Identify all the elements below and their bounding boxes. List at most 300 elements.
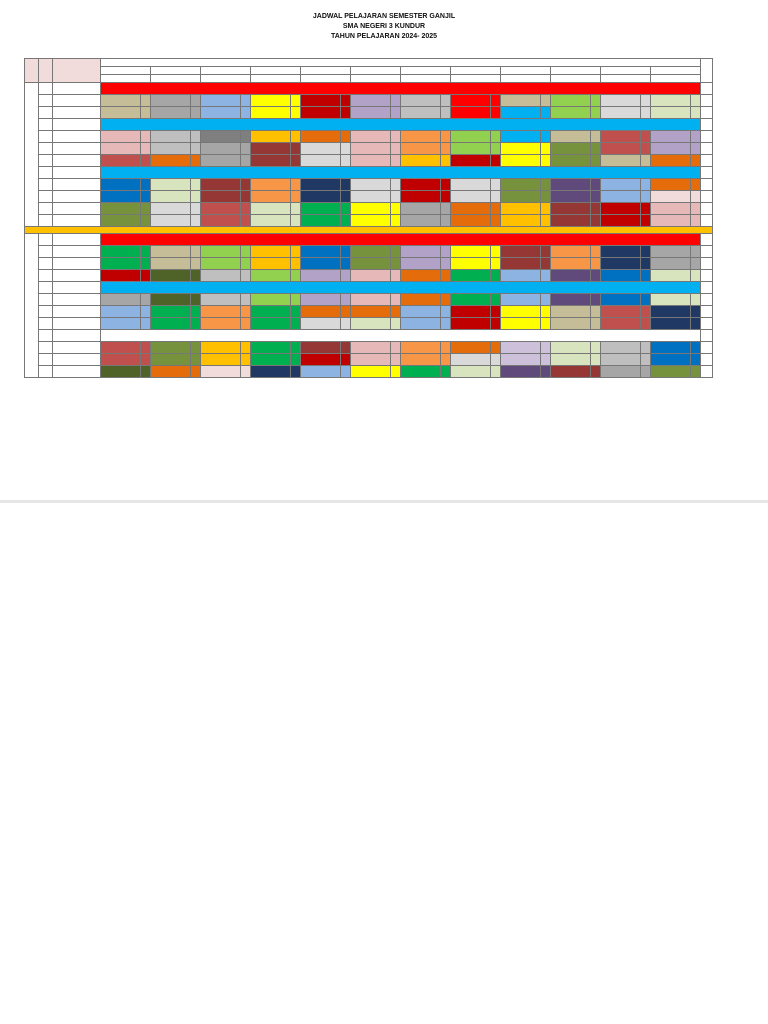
apel-band xyxy=(101,234,701,246)
teacher-code xyxy=(591,342,601,354)
teacher-code xyxy=(441,258,451,270)
teacher-code xyxy=(391,179,401,191)
teacher-code xyxy=(441,203,451,215)
period-number xyxy=(39,215,53,227)
teacher-code xyxy=(641,203,651,215)
subject-name xyxy=(501,270,541,282)
subject-name xyxy=(651,258,691,270)
subject-name xyxy=(251,191,291,203)
subject-name xyxy=(501,354,541,366)
period-number xyxy=(39,191,53,203)
break-row xyxy=(25,282,713,294)
teacher-code xyxy=(191,203,201,215)
past-cell xyxy=(701,203,713,215)
teacher-code xyxy=(291,258,301,270)
subject-name xyxy=(101,318,141,330)
subject-name xyxy=(401,143,441,155)
subject-name xyxy=(451,294,491,306)
teacher-code xyxy=(241,354,251,366)
lesson-row xyxy=(25,191,713,203)
subject-name xyxy=(301,306,341,318)
period-time xyxy=(53,179,101,191)
teacher-code xyxy=(391,306,401,318)
lesson-row xyxy=(25,258,713,270)
teacher-code xyxy=(441,131,451,143)
teacher-code xyxy=(391,131,401,143)
subject-name xyxy=(151,354,191,366)
period-number xyxy=(39,354,53,366)
teacher-code xyxy=(391,215,401,227)
teacher-code xyxy=(141,318,151,330)
break-row xyxy=(25,330,713,342)
teacher-code xyxy=(641,143,651,155)
subject-name xyxy=(601,131,641,143)
subject-name xyxy=(551,191,591,203)
subject-name xyxy=(501,246,541,258)
day-label xyxy=(25,234,39,378)
subject-name xyxy=(151,95,191,107)
past-cell xyxy=(701,234,713,246)
teacher-code xyxy=(641,318,651,330)
teacher-code xyxy=(191,270,201,282)
teacher-code xyxy=(641,107,651,119)
subject-name xyxy=(351,354,391,366)
teacher-code xyxy=(591,131,601,143)
teacher-code xyxy=(541,342,551,354)
teacher-code xyxy=(141,191,151,203)
subject-name xyxy=(301,143,341,155)
subject-name xyxy=(351,179,391,191)
teacher-code xyxy=(591,318,601,330)
subject-name xyxy=(201,294,241,306)
subject-name xyxy=(201,306,241,318)
subject-name xyxy=(251,143,291,155)
teacher-code xyxy=(591,306,601,318)
subject-name xyxy=(101,95,141,107)
period-time xyxy=(53,191,101,203)
subject-name xyxy=(451,203,491,215)
subject-name xyxy=(351,318,391,330)
subject-name xyxy=(301,318,341,330)
subject-name xyxy=(451,258,491,270)
teacher-code xyxy=(341,179,351,191)
subject-name xyxy=(151,306,191,318)
subject-name xyxy=(401,107,441,119)
teacher-code xyxy=(441,270,451,282)
subject-name xyxy=(101,191,141,203)
subject-name xyxy=(401,270,441,282)
teacher-code xyxy=(291,306,301,318)
period-time xyxy=(53,143,101,155)
past-cell xyxy=(701,270,713,282)
subject-name xyxy=(551,179,591,191)
teacher-code xyxy=(241,203,251,215)
teacher-code xyxy=(441,354,451,366)
period-time xyxy=(53,246,101,258)
teacher-code xyxy=(191,258,201,270)
teacher-code xyxy=(541,107,551,119)
teacher-code xyxy=(691,155,701,167)
teacher-code xyxy=(641,191,651,203)
teacher-code xyxy=(141,258,151,270)
period-time xyxy=(53,330,101,342)
subject-name xyxy=(101,203,141,215)
subject-name xyxy=(251,270,291,282)
subject-name xyxy=(201,258,241,270)
break-row xyxy=(25,167,713,179)
teacher-name xyxy=(201,67,251,75)
teacher-name xyxy=(151,67,201,75)
teacher-code xyxy=(641,258,651,270)
teacher-code xyxy=(691,258,701,270)
teacher-code xyxy=(341,215,351,227)
subject-name xyxy=(401,246,441,258)
subject-name xyxy=(401,366,441,378)
timetable xyxy=(24,58,713,378)
istirahat-band xyxy=(101,282,701,294)
teacher-code xyxy=(341,95,351,107)
past-cell xyxy=(701,107,713,119)
teacher-code xyxy=(591,215,601,227)
teacher-code xyxy=(341,258,351,270)
teacher-code xyxy=(141,306,151,318)
teacher-code xyxy=(541,258,551,270)
subject-name xyxy=(151,246,191,258)
teacher-code xyxy=(241,179,251,191)
period-time xyxy=(53,203,101,215)
subject-name xyxy=(301,294,341,306)
subject-name xyxy=(601,155,641,167)
subject-name xyxy=(151,270,191,282)
teacher-code xyxy=(291,270,301,282)
subject-name xyxy=(251,155,291,167)
period-number xyxy=(39,330,53,342)
subject-name xyxy=(301,354,341,366)
subject-name xyxy=(251,131,291,143)
subject-name xyxy=(501,306,541,318)
teacher-code xyxy=(491,294,501,306)
subject-name xyxy=(451,246,491,258)
teacher-code xyxy=(291,155,301,167)
empty-band xyxy=(101,330,701,342)
teacher-code xyxy=(691,107,701,119)
period-number xyxy=(39,119,53,131)
past-cell xyxy=(701,282,713,294)
teacher-code xyxy=(391,294,401,306)
teacher-code xyxy=(441,342,451,354)
past-cell xyxy=(701,191,713,203)
teacher-code xyxy=(691,203,701,215)
subject-name xyxy=(201,318,241,330)
teacher-code xyxy=(391,366,401,378)
subject-name xyxy=(401,131,441,143)
teacher-code xyxy=(291,203,301,215)
teacher-code xyxy=(491,215,501,227)
subject-name xyxy=(101,366,141,378)
subject-name xyxy=(551,306,591,318)
teacher-code xyxy=(241,258,251,270)
teacher-code xyxy=(541,155,551,167)
class-name xyxy=(501,75,551,83)
teacher-code xyxy=(341,131,351,143)
period-number xyxy=(39,143,53,155)
period-time xyxy=(53,270,101,282)
teacher-code xyxy=(341,143,351,155)
teacher-code xyxy=(691,143,701,155)
subject-name xyxy=(401,155,441,167)
teacher-code xyxy=(191,95,201,107)
past-cell xyxy=(701,366,713,378)
subject-name xyxy=(501,294,541,306)
subject-name xyxy=(301,107,341,119)
subject-name xyxy=(151,107,191,119)
teacher-code xyxy=(241,95,251,107)
teacher-code xyxy=(341,203,351,215)
period-time xyxy=(53,155,101,167)
lesson-row xyxy=(25,143,713,155)
teacher-code xyxy=(541,366,551,378)
teacher-code xyxy=(591,270,601,282)
subject-name xyxy=(601,366,641,378)
teacher-code xyxy=(341,191,351,203)
subject-name xyxy=(301,95,341,107)
teacher-code xyxy=(641,246,651,258)
teacher-code xyxy=(541,131,551,143)
subject-name xyxy=(301,155,341,167)
subject-name xyxy=(151,143,191,155)
teacher-code xyxy=(291,342,301,354)
teacher-code xyxy=(591,203,601,215)
subject-name xyxy=(551,143,591,155)
subject-name xyxy=(351,155,391,167)
period-number xyxy=(39,95,53,107)
teacher-code xyxy=(291,354,301,366)
class-name xyxy=(351,75,401,83)
teacher-code xyxy=(591,155,601,167)
teacher-code xyxy=(591,294,601,306)
teacher-code xyxy=(241,318,251,330)
subject-name xyxy=(601,270,641,282)
period-number xyxy=(39,318,53,330)
subject-name xyxy=(201,270,241,282)
teacher-code xyxy=(491,270,501,282)
subject-name xyxy=(451,131,491,143)
subject-name xyxy=(551,294,591,306)
subject-name xyxy=(551,318,591,330)
subject-name xyxy=(201,215,241,227)
period-time xyxy=(53,131,101,143)
teacher-code xyxy=(391,203,401,215)
teacher-code xyxy=(691,342,701,354)
teacher-code xyxy=(241,366,251,378)
teacher-code xyxy=(641,354,651,366)
teacher-code xyxy=(191,318,201,330)
subject-name xyxy=(401,191,441,203)
teacher-code xyxy=(691,306,701,318)
teacher-code xyxy=(691,270,701,282)
lesson-row xyxy=(25,306,713,318)
subject-name xyxy=(201,191,241,203)
teacher-code xyxy=(191,131,201,143)
teacher-code xyxy=(341,107,351,119)
subject-name xyxy=(301,342,341,354)
subject-name xyxy=(401,306,441,318)
teacher-code xyxy=(441,179,451,191)
subject-name xyxy=(201,143,241,155)
lesson-row xyxy=(25,294,713,306)
period-number xyxy=(39,258,53,270)
teacher-code xyxy=(491,318,501,330)
subject-name xyxy=(201,366,241,378)
period-number xyxy=(39,167,53,179)
subject-name xyxy=(651,318,691,330)
teacher-code xyxy=(541,306,551,318)
subject-name xyxy=(351,342,391,354)
teacher-code xyxy=(691,354,701,366)
break-row xyxy=(25,83,713,95)
subject-name xyxy=(201,354,241,366)
teacher-name xyxy=(551,67,601,75)
teacher-code xyxy=(591,354,601,366)
page-2 xyxy=(0,503,768,1024)
period-time xyxy=(53,258,101,270)
teacher-code xyxy=(441,191,451,203)
teacher-name xyxy=(301,67,351,75)
subject-name xyxy=(251,215,291,227)
teacher-code xyxy=(591,366,601,378)
page-1 xyxy=(0,0,768,500)
subject-name xyxy=(451,366,491,378)
subject-name xyxy=(651,342,691,354)
subject-name xyxy=(651,191,691,203)
upacara-band xyxy=(101,83,701,95)
teacher-code xyxy=(441,318,451,330)
subject-name xyxy=(651,246,691,258)
teacher-name xyxy=(651,67,701,75)
period-number xyxy=(39,83,53,95)
day-divider xyxy=(25,227,713,234)
teacher-code xyxy=(241,294,251,306)
teacher-code xyxy=(141,366,151,378)
teacher-code xyxy=(191,342,201,354)
teacher-code xyxy=(591,107,601,119)
teacher-code xyxy=(641,306,651,318)
subject-name xyxy=(101,155,141,167)
past-cell xyxy=(701,258,713,270)
class-name xyxy=(401,75,451,83)
class-name xyxy=(451,75,501,83)
period-number xyxy=(39,342,53,354)
subject-name xyxy=(651,203,691,215)
period-time xyxy=(53,167,101,179)
past-cell xyxy=(701,294,713,306)
subject-name xyxy=(351,95,391,107)
teacher-code xyxy=(541,215,551,227)
subject-name xyxy=(151,215,191,227)
teacher-code xyxy=(441,306,451,318)
subject-name xyxy=(651,366,691,378)
period-number xyxy=(39,203,53,215)
teacher-code xyxy=(291,131,301,143)
lesson-row xyxy=(25,131,713,143)
subject-name xyxy=(501,215,541,227)
schedule-title: JADWAL PELAJARAN SEMESTER GANJIL xyxy=(312,13,456,20)
subject-name xyxy=(251,203,291,215)
subject-name xyxy=(101,258,141,270)
col-hari xyxy=(25,59,39,83)
subject-name xyxy=(151,191,191,203)
teacher-code xyxy=(391,246,401,258)
subject-name xyxy=(601,191,641,203)
teacher-code xyxy=(491,143,501,155)
period-time xyxy=(53,83,101,95)
subject-name xyxy=(601,179,641,191)
subject-name xyxy=(551,366,591,378)
lesson-row xyxy=(25,179,713,191)
subject-name xyxy=(651,294,691,306)
subject-name xyxy=(351,246,391,258)
subject-name xyxy=(651,155,691,167)
istirahat-band xyxy=(101,119,701,131)
teacher-code xyxy=(491,258,501,270)
teacher-code xyxy=(141,107,151,119)
teacher-code xyxy=(491,179,501,191)
teacher-code xyxy=(391,155,401,167)
teacher-name xyxy=(351,67,401,75)
lesson-row xyxy=(25,107,713,119)
subject-name xyxy=(301,203,341,215)
subject-name xyxy=(301,366,341,378)
teacher-code xyxy=(141,294,151,306)
subject-name xyxy=(201,342,241,354)
teacher-code xyxy=(591,191,601,203)
subject-name xyxy=(301,131,341,143)
teacher-code xyxy=(191,246,201,258)
subject-name xyxy=(151,258,191,270)
academic-year: TAHUN PELAJARAN 2024- 2025 xyxy=(330,33,438,40)
past-cell xyxy=(701,330,713,342)
subject-name xyxy=(401,294,441,306)
period-number xyxy=(39,306,53,318)
teacher-code xyxy=(341,270,351,282)
school-name: SMA NEGERI 3 KUNDUR xyxy=(342,23,426,30)
teacher-code xyxy=(441,366,451,378)
lesson-row xyxy=(25,366,713,378)
teacher-code xyxy=(591,95,601,107)
lesson-row xyxy=(25,155,713,167)
teacher-code xyxy=(491,95,501,107)
period-time xyxy=(53,294,101,306)
subject-name xyxy=(501,366,541,378)
teacher-code xyxy=(541,354,551,366)
period-time xyxy=(53,306,101,318)
teacher-code xyxy=(291,95,301,107)
subject-name xyxy=(151,342,191,354)
period-time xyxy=(53,342,101,354)
class-name xyxy=(151,75,201,83)
subject-name xyxy=(551,215,591,227)
teacher-code xyxy=(541,179,551,191)
subject-name xyxy=(351,143,391,155)
past-cell xyxy=(701,119,713,131)
teacher-code xyxy=(291,143,301,155)
subject-name xyxy=(501,318,541,330)
teacher-code xyxy=(241,107,251,119)
teacher-code xyxy=(191,143,201,155)
subject-name xyxy=(551,342,591,354)
teacher-code xyxy=(391,258,401,270)
teacher-code xyxy=(641,215,651,227)
